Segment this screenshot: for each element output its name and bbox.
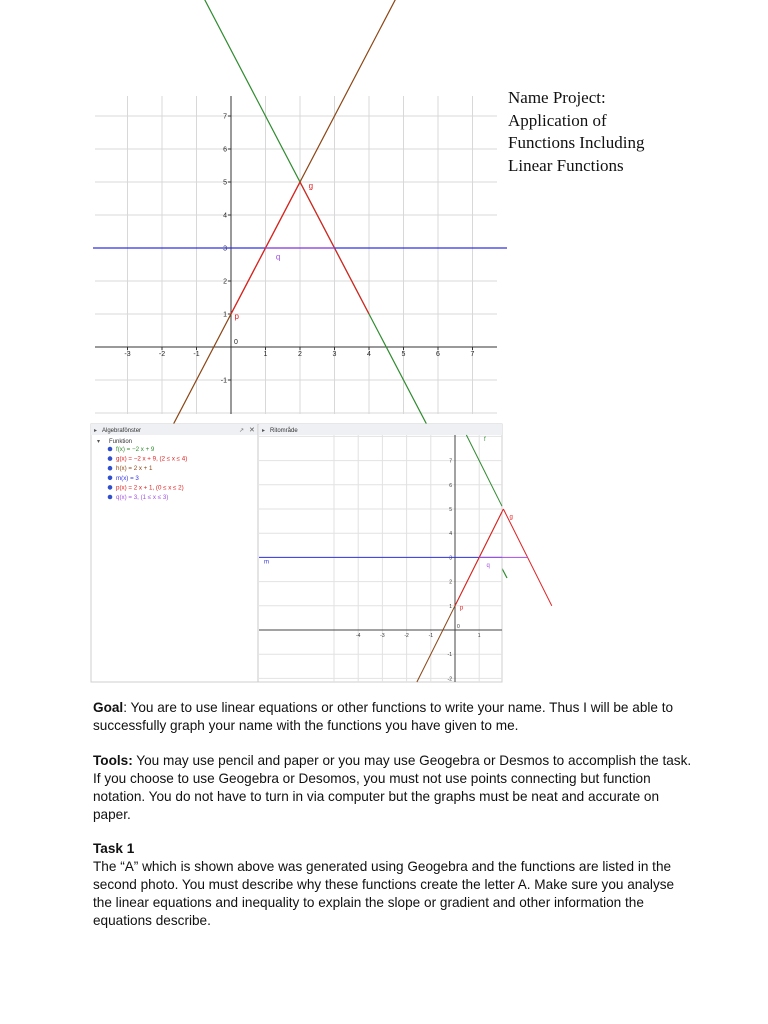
x-tick-label: -2 xyxy=(404,633,409,639)
x-tick-label: 1 xyxy=(263,351,268,358)
y-tick-label: 6 xyxy=(223,146,227,154)
goal-text: : You are to use linear equations or other functions to write your name. Thus I will be able to successfully graph your name with the functions you have given to me. xyxy=(93,700,674,733)
visibility-dot xyxy=(108,476,113,481)
y-tick-label: -1 xyxy=(447,652,452,659)
title-line-3: Functions Including xyxy=(508,133,645,152)
label-f: f xyxy=(484,437,486,444)
y-tick-label: 2 xyxy=(223,278,227,286)
close-icon[interactable]: ✕ xyxy=(249,427,255,434)
y-tick-label: 5 xyxy=(223,179,227,187)
tools-label: Tools: xyxy=(93,753,133,768)
x-tick-label: 5 xyxy=(401,351,406,358)
y-tick-label: 1 xyxy=(449,603,452,610)
origin-label: 0 xyxy=(234,339,238,346)
title-line-2: Application of xyxy=(508,110,607,130)
label-g: g xyxy=(509,514,513,521)
y-tick-label: 5 xyxy=(449,507,452,513)
y-tick-label: -1 xyxy=(220,377,227,385)
x-tick-label: 6 xyxy=(436,351,440,358)
y-tick-label: 3 xyxy=(449,555,452,562)
goal-label: Goal xyxy=(93,700,124,715)
task1-text: The “A” which is shown above was generated using Geogebra and the functions are listed in the second photo. You must describe why these functions create the letter A. Make sure you analyse the linear equations and inequality to explain the slope or gradient and other information the equations describe. xyxy=(93,859,675,928)
tools-text: You may use pencil and paper or you may use Geogebra or Desmos to accomplish the task. If you choose to use Geogebra or Desomos, you must not use points connecting but function notation. You do not have to turn in via computer but the graphs must be neat and accurate on paper. xyxy=(93,753,692,822)
label-q: q xyxy=(486,563,490,570)
section-collapse-icon[interactable]: ▾ xyxy=(97,439,101,445)
algebra-entry: q(x) = 3, (1 ≤ x ≤ 3) xyxy=(116,494,169,501)
function-label-g: g xyxy=(308,181,314,191)
algebra-entry: m(x) = 3 xyxy=(116,474,139,482)
x-tick-label: 7 xyxy=(470,351,475,358)
y-tick-label: 6 xyxy=(449,482,452,489)
function-label-q: q xyxy=(275,252,281,262)
screenshot-frame xyxy=(91,424,502,682)
x-tick-label: 3 xyxy=(332,351,337,358)
y-tick-label: 7 xyxy=(223,113,227,121)
y-tick-label: 2 xyxy=(449,579,452,586)
x-tick-label: 2 xyxy=(298,351,302,358)
title-line-1: Name Project: xyxy=(508,88,606,107)
panel-toggle-icon[interactable]: ▸ xyxy=(94,428,98,434)
x-tick-label: -1 xyxy=(193,351,200,358)
visibility-dot xyxy=(108,495,113,500)
y-tick-label: 3 xyxy=(223,245,227,253)
x-tick-label: -3 xyxy=(124,351,131,358)
x-tick-label: -1 xyxy=(428,633,434,639)
algebra-entry: h(x) = 2 x + 1 xyxy=(116,465,153,473)
algebra-entry: f(x) = −2 x + 9 xyxy=(116,446,155,453)
label-m: m xyxy=(264,559,269,566)
y-tick-label: 4 xyxy=(449,531,452,538)
letter-a-graph xyxy=(95,96,497,414)
project-title xyxy=(508,87,708,177)
y-tick-label: 1 xyxy=(223,311,227,319)
undock-icon[interactable]: ↗ xyxy=(239,428,245,434)
algebra-entry: p(x) = 2 x + 1, (0 ≤ x ≤ 2) xyxy=(116,484,184,492)
tools-paragraph xyxy=(93,752,693,824)
origin-label: 0 xyxy=(457,624,460,630)
label-p: p xyxy=(459,605,464,612)
geogebra-screenshot xyxy=(91,424,513,683)
graphics-toggle-icon[interactable]: ▸ xyxy=(262,428,266,434)
visibility-dot xyxy=(108,466,113,471)
y-tick-label: -2 xyxy=(447,676,452,683)
section-label: Funktion xyxy=(109,439,133,445)
task1-heading: Task 1 xyxy=(93,841,135,856)
y-tick-label: 7 xyxy=(449,458,452,465)
graphics-panel-title: Ritområde xyxy=(270,428,298,434)
title-line-4: Linear Functions xyxy=(508,155,624,175)
goal-paragraph xyxy=(93,699,693,735)
algebra-panel-title: Algebrafönster xyxy=(102,428,142,434)
x-tick-label: 1 xyxy=(477,633,481,639)
x-tick-label: 4 xyxy=(367,351,371,358)
x-tick-label: -4 xyxy=(355,633,361,639)
y-tick-label: 4 xyxy=(223,212,227,220)
x-tick-label: -2 xyxy=(158,351,166,358)
visibility-dot xyxy=(108,447,113,452)
visibility-dot xyxy=(108,456,113,461)
visibility-dot xyxy=(108,485,113,490)
algebra-entry: g(x) = −2 x + 9, (2 ≤ x ≤ 4) xyxy=(116,455,188,463)
x-tick-label: -3 xyxy=(380,633,385,639)
function-label-p: p xyxy=(234,311,239,321)
